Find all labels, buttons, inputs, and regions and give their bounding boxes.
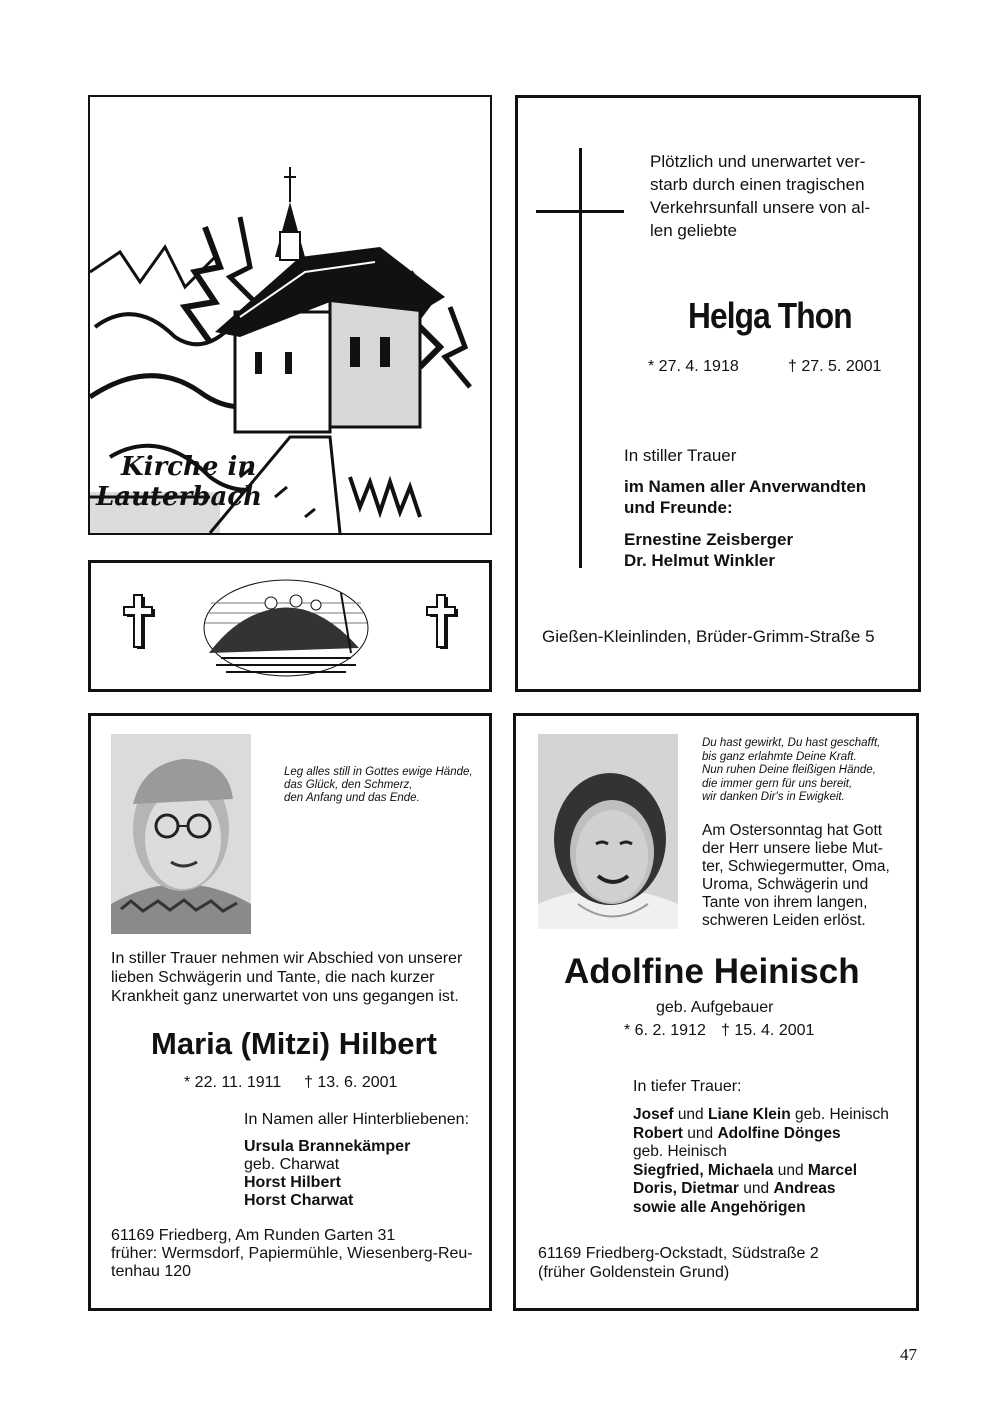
church-drawing-frame	[88, 95, 492, 535]
intro-line: Plötzlich und unerwartet ver-	[650, 152, 866, 171]
mourner-line	[633, 1162, 889, 1181]
signer-nee: geb. Charwat	[244, 1156, 340, 1173]
on-behalf-line: im Namen aller Anverwandten	[624, 477, 867, 496]
conjunction: und	[687, 1124, 714, 1142]
birth-date: * 27. 4. 1918	[648, 358, 739, 375]
intro-text	[702, 822, 898, 930]
signer: Ernestine Zeisberger	[624, 530, 794, 549]
address	[111, 1227, 471, 1281]
cross-icon	[123, 593, 157, 653]
mourner-line	[633, 1125, 889, 1144]
intro-text	[650, 150, 900, 242]
intro-line: len geliebte	[650, 221, 737, 240]
notice-helga-thon	[515, 95, 921, 692]
cross-ornament-frame	[88, 560, 492, 692]
mourner: Josef	[633, 1106, 674, 1123]
notice-adolfine-heinisch	[513, 713, 919, 1311]
address-line: tenhau 120	[111, 1263, 192, 1280]
verse-line: Nun ruhen Deine fleißigen Hände,	[702, 764, 876, 776]
verse-line: die immer gern für uns bereit,	[702, 777, 853, 790]
signer: Ursula Brannekämper	[244, 1138, 411, 1155]
signers	[244, 1138, 410, 1210]
caption-line: Kirche in	[121, 452, 257, 482]
verse-line: Du hast gewirkt, Du hast geschafft,	[702, 737, 881, 749]
deceased-name: Maria (Mitzi) Hilbert	[151, 1026, 437, 1061]
intro-line: ter, Schwiegermutter, Oma,	[702, 858, 890, 875]
birth-name: geb. Aufgebauer	[656, 999, 774, 1016]
mourner-nee: geb. Heinisch	[633, 1143, 727, 1160]
conjunction: und	[777, 1161, 804, 1179]
intro-line: In stiller Trauer nehmen wir Abschied von unserer	[111, 950, 463, 967]
mourner: Siegfried, Michaela	[633, 1161, 774, 1179]
address-line: 61169 Friedberg, Am Runden Garten 31	[111, 1227, 396, 1244]
death-date: † 15. 4. 2001	[721, 1022, 815, 1039]
verse	[702, 737, 880, 805]
mourner: Marcel	[807, 1161, 858, 1179]
mourner-line	[633, 1180, 889, 1199]
conjunction: und	[677, 1106, 704, 1123]
conjunction: und	[743, 1180, 770, 1197]
signers	[624, 529, 793, 571]
church-caption	[96, 452, 262, 512]
deceased-name: Adolfine Heinisch	[564, 952, 860, 991]
intro-line: lieben Schwägerin und Tante, die nach kurzer	[111, 969, 435, 986]
intro-line: Uroma, Schwägerin und	[702, 876, 869, 893]
graveyard-illustration	[201, 573, 371, 678]
address	[538, 1244, 819, 1282]
mourning-label: In stiller Trauer	[624, 446, 737, 465]
mourning-label: In tiefer Trauer:	[633, 1078, 742, 1095]
intro-line: Krankheit ganz unerwartet von uns gegangen ist.	[111, 988, 459, 1005]
mourner: Robert	[633, 1124, 683, 1142]
intro-line: Tante von ihrem langen,	[702, 894, 868, 911]
verse	[284, 766, 473, 805]
verse-line: Leg alles still in Gottes ewige Hände,	[284, 766, 473, 778]
address: Gießen-Kleinlinden, Brüder-Grimm-Straße 5	[542, 627, 875, 646]
mourner: Andreas	[773, 1180, 836, 1197]
verse-line: das Glück, den Schmerz,	[284, 779, 413, 791]
mourner: Liane Klein	[708, 1106, 791, 1123]
on-behalf-line: und Freunde:	[624, 498, 733, 517]
intro-line: starb durch einen tragischen	[650, 175, 865, 194]
mourner-others: sowie alle Angehörigen	[633, 1198, 806, 1216]
signer: Horst Charwat	[244, 1192, 354, 1209]
intro-line: Verkehrsunfall unsere von al-	[650, 198, 871, 217]
caption-line: Lauterbach	[96, 482, 263, 512]
on-behalf-text	[624, 476, 866, 518]
cross-icon	[426, 593, 460, 653]
birth-date: * 6. 2. 1912	[624, 1022, 706, 1039]
signer: Dr. Helmut Winkler	[624, 551, 775, 570]
address-line: 61169 Friedberg-Ockstadt, Südstraße 2	[538, 1245, 819, 1262]
verse-line: bis ganz erlahmte Deine Kraft.	[702, 750, 857, 763]
intro-line: Am Ostersonntag hat Gott	[702, 822, 883, 839]
verse-line: den Anfang und das Ende.	[284, 792, 420, 804]
portrait-photo	[111, 734, 251, 934]
mourner-nee: geb. Heinisch	[795, 1106, 889, 1123]
page-number: 47	[900, 1345, 917, 1364]
mourners	[633, 1106, 889, 1217]
portrait-photo	[538, 734, 678, 929]
birth-date: * 22. 11. 1911	[184, 1074, 282, 1091]
on-behalf-text: In Namen aller Hinterbliebenen:	[244, 1111, 470, 1128]
address-line: früher: Wermsdorf, Papiermühle, Wiesenberg-Reu-	[111, 1245, 473, 1262]
deceased-name: Helga Thon	[688, 295, 852, 336]
intro-line: der Herr unsere liebe Mut-	[702, 840, 883, 857]
cross-bar	[536, 210, 624, 213]
mourner-line	[633, 1106, 889, 1125]
mourner: Adolfine Dönges	[717, 1124, 841, 1142]
signer: Horst Hilbert	[244, 1174, 341, 1191]
death-date: † 13. 6. 2001	[304, 1074, 398, 1091]
death-date: † 27. 5. 2001	[788, 358, 882, 375]
intro-line: schweren Leiden erlöst.	[702, 912, 866, 929]
notice-maria-hilbert	[88, 713, 492, 1311]
address-line: (früher Goldenstein Grund)	[538, 1264, 730, 1281]
verse-line: wir danken Dir's in Ewigkeit.	[702, 791, 845, 803]
intro-text	[111, 949, 471, 1006]
mourner: Doris, Dietmar	[633, 1180, 739, 1197]
